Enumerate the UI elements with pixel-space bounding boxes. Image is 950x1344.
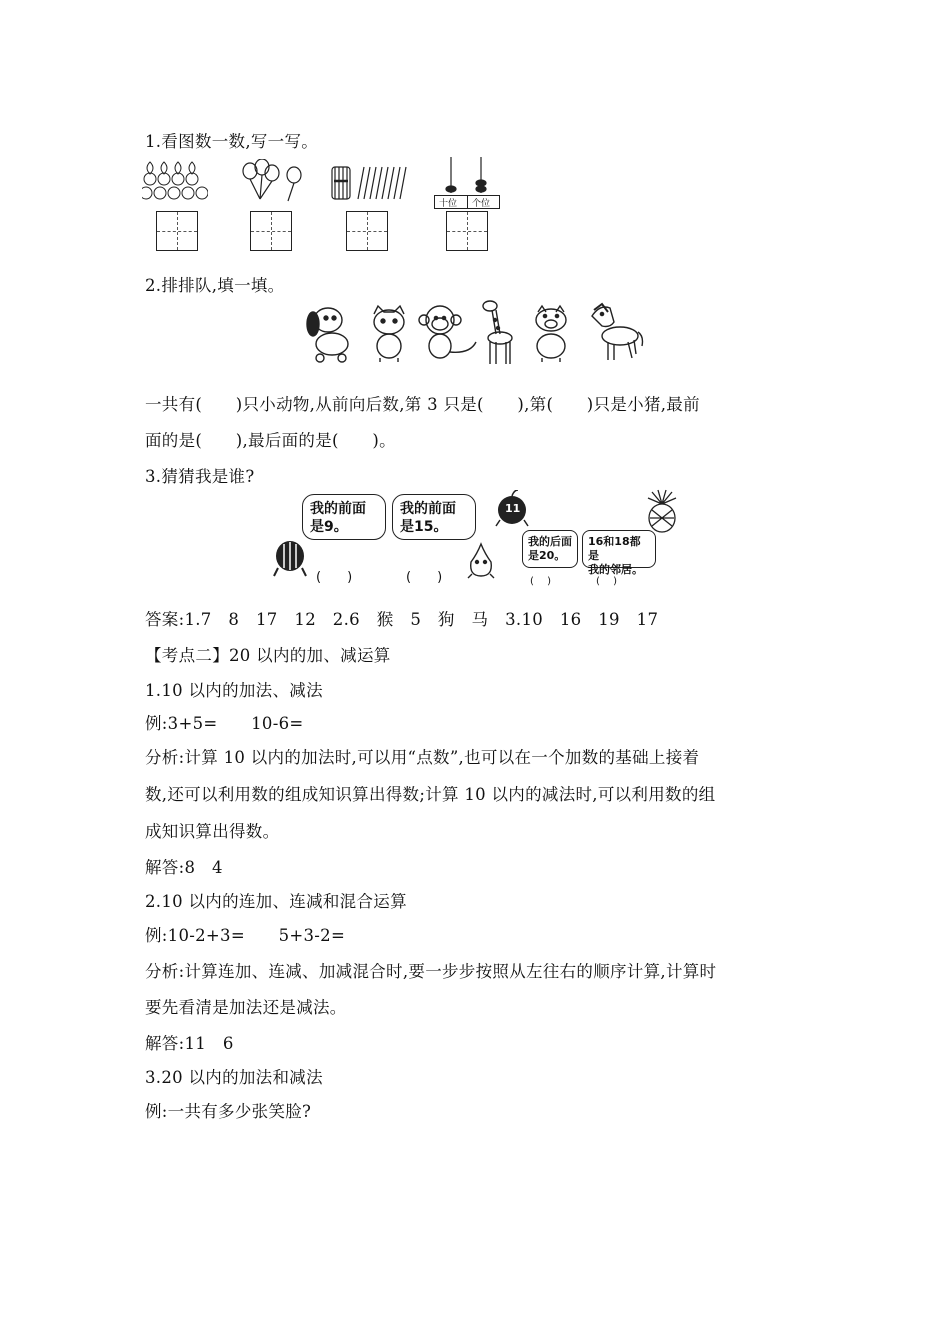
subsection-3-example: 例:一共有多少张笑脸? <box>145 1102 312 1121</box>
subsection-2-example: 例:10-2+3= 5+3-2= <box>145 926 346 945</box>
answer-line: 答案:1.7 8 17 12 2.6 猴 5 狗 马 3.10 16 19 17 <box>145 610 659 629</box>
horse-icon <box>582 302 644 364</box>
ones-label: 个位 <box>472 199 491 209</box>
speech-bubble-3: 我的后面 是20。 <box>522 530 578 568</box>
speech-bubble-2: 我的前面 是15。 <box>392 494 476 540</box>
subsection-1-analysis-2: 数,还可以利用数的组成知识算出得数;计算 10 以内的减法时,可以利用数的组 <box>145 785 716 804</box>
subsection-1-analysis-3: 成知识算出得数。 <box>145 822 280 841</box>
figure-guess <box>268 488 688 588</box>
answer-box-balloons[interactable] <box>250 211 292 251</box>
question-3: 3.猜猜我是谁? <box>145 467 255 486</box>
answer-box-abacus[interactable] <box>446 211 488 251</box>
pineapple-icon <box>642 488 682 534</box>
speech-bubble-1: 我的前面 是9。 <box>302 494 386 540</box>
answer-blank-2[interactable]: ( ) <box>406 570 443 585</box>
speech-bubble-4: 16和18都是 我的邻居。 <box>582 530 656 568</box>
subsection-1-solution: 解答:8 4 <box>145 858 223 877</box>
monkey-icon <box>418 302 480 364</box>
question-1: 1.看图数一数,写一写。 <box>145 132 319 151</box>
question-2-text-line-2: 面的是( ),最后面的是( )。 <box>145 431 396 450</box>
watermelon-icon <box>270 536 310 578</box>
subsection-1-example: 例:3+5= 10-6= <box>145 714 304 733</box>
abacus-icon <box>434 155 500 195</box>
apple-number: 11 <box>505 502 521 515</box>
subsection-3-title: 3.20 以内的加法和减法 <box>145 1068 323 1087</box>
subsection-2-analysis-1: 分析:计算连加、连减、加减混合时,要一步步按照从左往右的顺序计算,计算时 <box>145 962 717 981</box>
figure-animals <box>300 298 645 368</box>
sticks-icon <box>328 163 414 203</box>
subsection-2-analysis-2: 要先看清是加法还是减法。 <box>145 998 347 1017</box>
subsection-2-solution: 解答:11 6 <box>145 1034 234 1053</box>
pig-icon <box>526 304 576 364</box>
subsection-2-title: 2.10 以内的连加、连减和混合运算 <box>145 892 407 911</box>
answer-blank-4[interactable]: ( ) <box>596 576 617 587</box>
question-2-text-line-1: 一共有( )只小动物,从前向后数,第 3 只是( ),第( )只是小猪,最前 <box>145 395 700 414</box>
subsection-1-title: 1.10 以内的加法、减法 <box>145 681 323 700</box>
dog-icon <box>300 304 360 364</box>
question-2: 2.排排队,填一填。 <box>145 276 285 295</box>
answer-box-peaches[interactable] <box>156 211 198 251</box>
tens-label: 十位 <box>439 199 458 209</box>
cat-icon <box>364 304 414 364</box>
answer-blank-1[interactable]: ( ) <box>316 570 353 585</box>
figure-counting <box>140 155 510 255</box>
peaches-icon <box>142 160 208 202</box>
subsection-1-analysis-1: 分析:计算 10 以内的加法时,可以用“点数”,也可以在一个加数的基础上接着 <box>145 748 700 767</box>
answer-box-sticks[interactable] <box>346 211 388 251</box>
answer-blank-3[interactable]: ( ) <box>530 576 551 587</box>
section-title: 【考点二】20 以内的加、减运算 <box>145 646 391 665</box>
giraffe-icon <box>478 298 518 366</box>
pear-icon <box>464 540 498 580</box>
balloons-icon <box>240 159 304 203</box>
abacus-label-box <box>434 195 500 209</box>
